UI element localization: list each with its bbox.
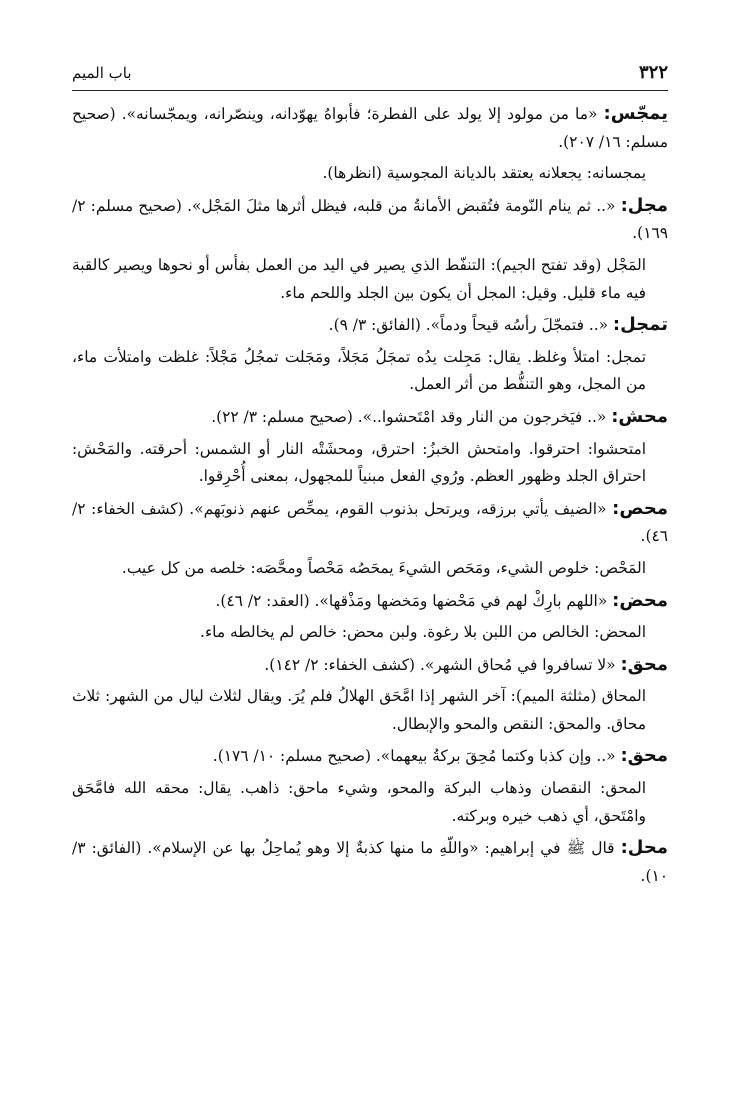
explanation-text: المحاق (مثلثة الميم): آخر الشهر إذا امَّحَق الهلالُ فلم يُرَ. ويقال لثلاث ليال من الشهر: ثلاث محاق. والمحق: النقص والمحو والإبطال. <box>72 687 646 733</box>
headword: محل: <box>620 837 668 859</box>
entry-text: «.. وإن كذبا وكتما مُحِقَ بركةُ بيعهما». (صحيح مسلم: ١٠/ ١٧٦). <box>212 747 621 766</box>
entry-text: «ما من مولود إلا يولد على الفطرة؛ فأبواهُ يهوّدانه، وينصّرانه، ويمجّسانه». (صحيح مسلم: ١٦/ ٢٠٧). <box>72 105 668 151</box>
headword: محض: <box>612 589 668 611</box>
explanation-paragraph <box>72 775 668 830</box>
explanation-text: امتحشوا: احترقوا. وامتحش الخبزُ: احترق، ومحشَتْه النار أو الشمس: أحرقته. والمَحْش: احتراق الجلد وظهور العظم. ورُوي الفعل مبنياً للمجهول، بمعنى أُحْرِقوا. <box>72 439 646 486</box>
explanation-text: يمجسانه: يجعلانه يعتقد بالديانة المجوسية (انظرها). <box>322 164 646 183</box>
entry-paragraph <box>72 403 668 432</box>
entry-paragraph <box>72 834 668 890</box>
entry-paragraph <box>72 192 668 248</box>
explanation-paragraph <box>72 555 668 583</box>
entry-text: «.. فتمجّلَ رأسُه قيحاً ودماً». (الفائق: ٣/ ٩). <box>328 316 613 335</box>
entry-text: «.. ثم ينام النّومة فتُقبض الأمانةُ من قلبه، فيظل أثرها مثلَ المَجْل». (صحيح مسلم: ٢/ ١٦٩). <box>72 196 668 243</box>
headword: محص: <box>612 497 668 519</box>
page-number: ٣٢٢ <box>638 62 668 83</box>
entry-text: «.. فيَخرجون من النار وقد امْتَحشوا..». (صحيح مسلم: ٣/ ٢٢). <box>211 407 612 426</box>
explanation-text: المحض: الخالص من اللبن بلا رغوة. ولبن محض: خالص لم يخالطه ماء. <box>200 623 646 642</box>
explanation-paragraph <box>72 619 668 647</box>
explanation-text: تمجل: امتلأ وغلظ. يقال: مَجِلت يدُه تمجَلُ مَجَلاً، ومَجَلت تمجُلُ مَجْلاً: غلظت وامتلأت ماء، من المجل، وهو التنفُّط من أثر العمل. <box>72 347 646 394</box>
entry-paragraph <box>72 311 668 340</box>
entry-paragraph <box>72 495 668 551</box>
headword: يمجّس: <box>603 103 668 124</box>
explanation-text: المَحْص: خلوص الشيء، ومَحَص الشيءَ يمحَصُه مَحْصاً ومحَّصَه: خلصه من كل عيب. <box>121 558 646 577</box>
entry-paragraph <box>72 651 668 680</box>
entry-text: «لا تسافروا في مُحاق الشهر». (كشف الخفاء: ٢/ ١٤٢). <box>264 655 621 674</box>
explanation-paragraph <box>72 436 668 491</box>
explanation-paragraph <box>72 160 668 188</box>
entry-paragraph <box>72 100 668 156</box>
entry-paragraph <box>72 587 668 616</box>
explanation-text: المحق: النقصان وذهاب البركة والمحو، وشيء ماحق: ذاهب. يقال: محقه الله فامَّحَق وامْتَحق، أي ذهب خيره وبركته. <box>72 779 646 825</box>
entry-paragraph <box>72 742 668 771</box>
headword: مجل: <box>620 194 668 216</box>
headword: محش: <box>611 405 668 427</box>
entry-text: قال ﷺ في إبراهيم: «واللّهِ ما منها كذبةٌ إلا وهو يُماحِلُ بها عن الإسلام». (الفائق: ٣/ ١٠). <box>72 839 668 885</box>
headword: محق: <box>620 653 668 675</box>
running-title: باب الميم <box>72 64 132 82</box>
headword: محق: <box>620 745 668 767</box>
explanation-paragraph <box>72 683 668 738</box>
explanation-text: المَجْل (وقد تفتح الجيم): التنفّط الذي يصير في اليد من العمل بفأس أو نحوها ويصير كالقبة فيه ماء قليل. وقيل: المجل أن يكون بين الجلد واللحم ماء. <box>72 255 646 302</box>
headword: تمجل: <box>612 314 668 336</box>
entry-text: «اللهم بارِكْ لهم في مَحْضها ومَخضها ومَذْقها». (العقد: ٢/ ٤٦). <box>215 591 613 610</box>
entry-text: «الضيف يأتي برزقه، ويرتحل بذنوب القوم، يمحِّص عنهم ذنوبَهم». (كشف الخفاء: ٢/ ٤٦). <box>72 499 668 546</box>
page-body <box>72 100 668 894</box>
page-header <box>72 62 668 91</box>
explanation-paragraph <box>72 252 668 307</box>
explanation-paragraph <box>72 344 668 399</box>
